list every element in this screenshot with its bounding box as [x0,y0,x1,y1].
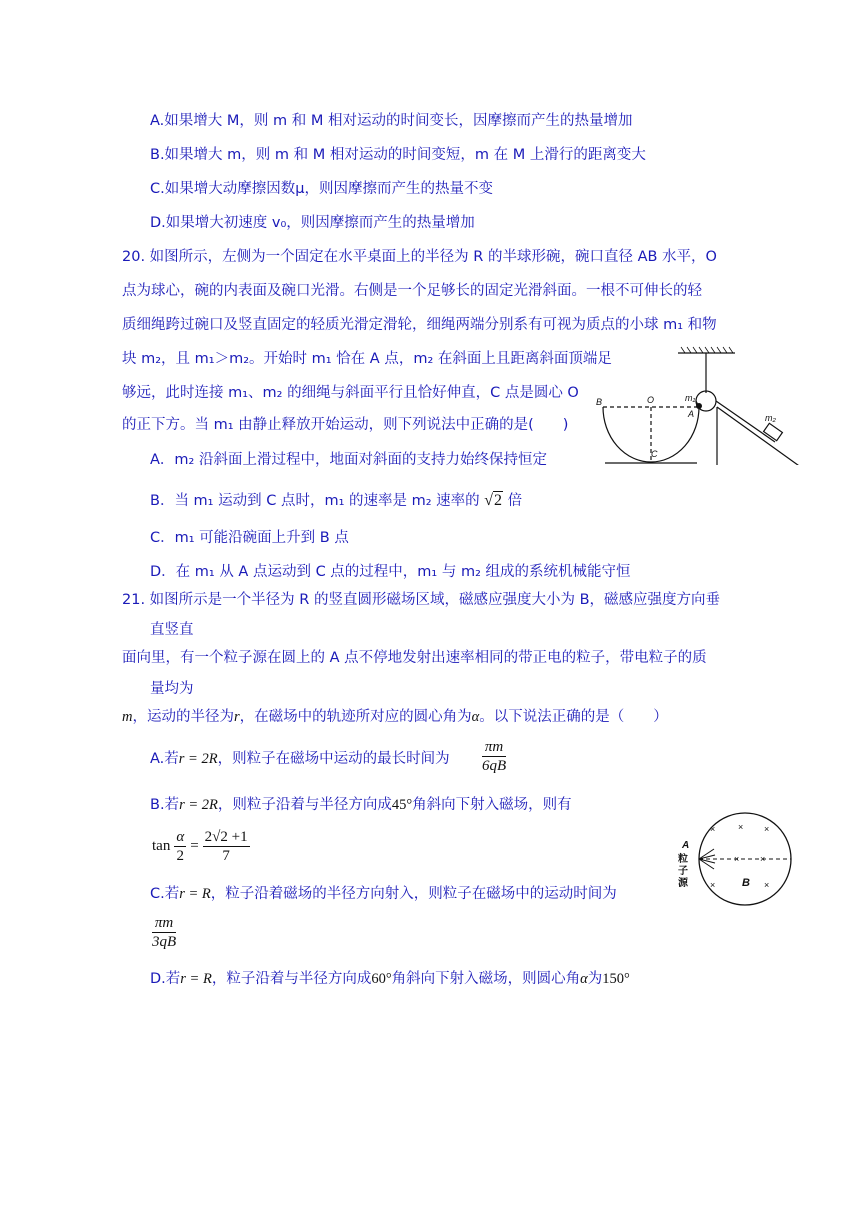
q19-option-b: B.如果增大 m，则 m 和 M 相对运动的时间变短，m 在 M 上滑行的距离变大 [150,147,646,163]
equals-sign: = [190,838,199,854]
q21-a-den: 6qB [482,758,507,774]
q21-b-post: 角斜向下射入磁场，则有 [412,797,572,813]
alpha-half-fraction [174,828,186,865]
block-m2 [764,423,783,440]
q20-option-b [150,491,522,511]
q21-d-pre: D.若 [150,971,181,987]
cross-1: × [710,824,716,834]
q21-stem-line5 [122,707,668,727]
q21-d-mid: ，粒子沿着与半径方向成 [211,971,372,987]
rhs-fraction [203,828,250,865]
q20-stem-line5: 够远，此时连接 m₁、m₂ 的细绳与斜面平行且恰好伸直，C 点是圆心 O [122,385,579,401]
label-m2: m₂ [765,413,776,423]
q21-stem-line1: 21. 如图所示是一个半径为 R 的竖直圆形磁场区域，磁感应强度大小为 B，磁感应强度方向垂 [122,592,721,608]
q21-a-cond: r = 2R [178,751,218,767]
q21-stem-line4: 量均为 [150,681,194,697]
q21-stem5-b: ，在磁场中的轨迹所对应的圆心角为 [239,709,472,725]
label-source-2: 子 [678,866,688,877]
sqrt-radicand: 2 [494,492,503,509]
label-o: O [647,395,655,405]
label-c: C [651,449,658,459]
q21-c-mid: ，粒子沿着磁场的半径方向射入，则粒子在磁场中的运动时间为 [210,886,617,902]
q21-b-angle: 45° [391,797,413,813]
q21-stem5-c: 。以下说法正确的是（ ） [479,709,668,725]
q20-option-b-suffix: 倍 [507,493,523,509]
q21-stem-line3: 面向里，有一个粒子源在圆上的 A 点不停地发射出速率相同的带正电的粒子，带电粒子的质 [122,650,707,666]
q21-option-d [150,969,630,989]
ball-m1 [696,403,702,409]
q21-d-mid3: 为 [587,971,603,987]
q21-option-a [150,749,450,769]
var-r: r [233,709,240,725]
q19-option-a: A.如果增大 M，则 m 和 M 相对运动的时间变长，因摩擦而产生的热量增加 [150,113,633,129]
q21-c-num: πm [152,914,176,933]
rhs-num: 2√2 +1 [204,829,248,845]
label-source-3: 源 [678,878,688,889]
q21-c-den: 3qB [152,934,177,950]
q21-d-alpha: α [580,971,588,987]
field-crosses [710,822,769,890]
q21-figure [668,808,798,910]
q21-a-mid: ，则粒子在磁场中运动的最长时间为 [217,751,450,767]
q21-a-pre: A.若 [150,751,179,767]
label-source-1: 粒 [678,854,688,865]
q20-stem-line1: 20. 如图所示，左侧为一个固定在水平桌面上的半径为 R 的半球形碗，碗口直径 AB 水平，O [122,249,717,265]
q20-stem-line4: 块 m₂，且 m₁＞m₂。开始时 m₁ 恰在 A 点，m₂ 在斜面上且距离斜面顶端足 [122,351,612,367]
q21-c-fraction [152,914,176,951]
var-m: m [122,709,133,725]
q20-option-c: C．m₁ 可能沿碗面上升到 B 点 [150,530,349,546]
cross-4: × [734,854,740,864]
alpha-half-num: α [176,829,185,845]
label-a: A [688,409,695,419]
cross-6: × [710,880,716,890]
q21-b-mid: ，则粒子沿着与半径方向成 [217,797,392,813]
q21-b-equation [152,828,250,865]
q19-option-d: D.如果增大初速度 v₀，则因摩擦而产生的热量增加 [150,215,475,231]
q21-a-fraction [482,738,506,775]
var-alpha: α [471,709,480,725]
tan-label: tan [152,838,171,854]
q19-option-c: C.如果增大动摩擦因数μ，则因摩擦而产生的热量不变 [150,181,493,197]
rhs-den: 7 [222,848,230,864]
q20-option-b-text: B．当 m₁ 运动到 C 点时，m₁ 的速率是 m₂ 速率的 [150,493,480,509]
q21-a-num: πm [482,738,506,757]
label-b-field: B [742,877,750,889]
alpha-half-den: 2 [176,848,185,864]
q21-option-c [150,884,617,904]
q21-d-val: 150° [602,971,630,987]
cross-2: × [738,822,744,832]
cross-7: × [764,880,770,890]
cross-5: × [760,854,766,864]
q20-option-d: D．在 m₁ 从 A 点运动到 C 点的过程中，m₁ 与 m₂ 组成的系统机械能守恒 [150,564,631,580]
label-b: B [596,397,603,407]
q20-figure [595,345,815,465]
label-m1: m₁ [685,393,696,403]
q21-d-cond: r = R [180,971,212,987]
cross-3: × [764,824,770,834]
label-a-source: A [682,840,690,851]
ceiling-hatch [681,347,733,353]
q21-b-pre: B.若 [150,797,180,813]
q21-c-pre: C.若 [150,886,180,902]
q21-b-cond: r = 2R [179,797,218,813]
q20-option-a: A．m₂ 沿斜面上滑过程中，地面对斜面的支持力始终保持恒定 [150,452,547,468]
q20-stem-line2: 点为球心，碗的内表面及碗口光滑。右侧是一个足够长的固定光滑斜面。一根不可伸长的轻 [122,283,702,299]
q21-stem-line2: 直竖直 [150,622,194,638]
q21-option-b [150,795,572,815]
q21-d-mid2: 角斜向下射入磁场，则圆心角 [391,971,581,987]
sqrt-symbol: √2 [484,492,503,509]
q20-stem-line3: 质细绳跨过碗口及竖直固定的轻质光滑定滑轮，细绳两端分别系有可视为质点的小球 m₁ 和物 [122,317,717,333]
incline-slope [717,407,809,465]
q21-stem5-a: ，运动的半径为 [132,709,234,725]
q20-stem-line6: 的正下方。当 m₁ 由静止释放开始运动，则下列说法中正确的是( ) [122,417,569,433]
q21-c-cond: r = R [179,886,211,902]
q21-d-angle: 60° [371,971,392,987]
